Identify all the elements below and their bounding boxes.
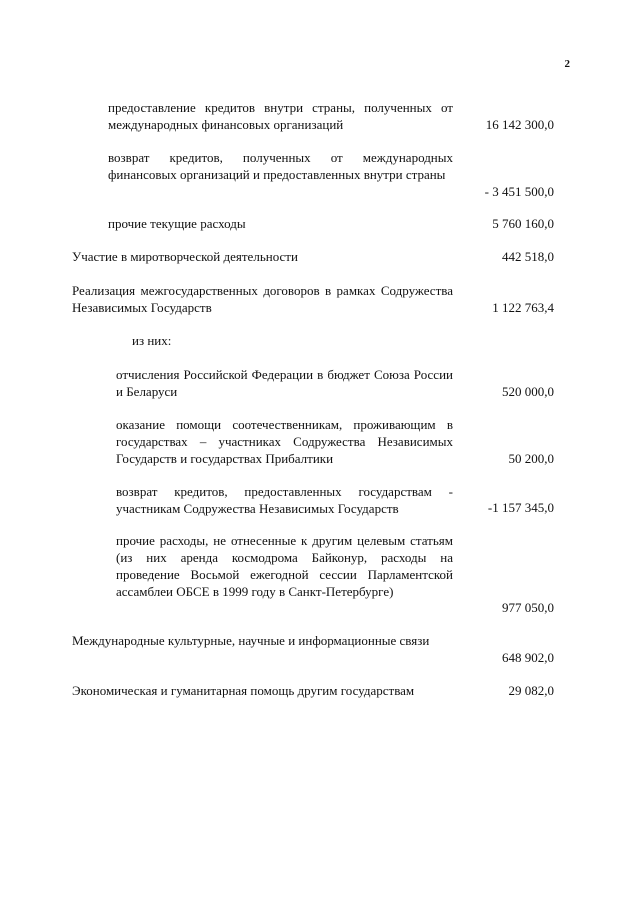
item-text: возврат кредитов, полученных от международных финансовых организаций и предоставленных внутри страны [108,150,453,182]
item-amount: 648 902,0 [502,650,554,665]
page-number: 2 [564,58,570,70]
item-amount: - 3 451 500,0 [484,184,554,199]
item-text: прочие текущие расходы [108,216,246,231]
item-text: отчисления Российской Федерации в бюджет Союза России и Беларуси [116,367,453,399]
item-text: Участие в миротворческой деятельности [72,249,298,264]
item-amount: 520 000,0 [502,384,554,399]
item-amount: 29 082,0 [508,683,554,698]
item-amount: 442 518,0 [502,249,554,264]
subheading-text: из них: [132,333,172,348]
item-amount: -1 157 345,0 [487,500,554,515]
item-text: прочие расходы, не отнесенные к другим целевым статьям (из них аренда космодрома Байконур, расходы на проведение Восьмой ежегодной сессии Парламентской ассамблеи ОБСЕ в 1999 году в Санкт-Петербурге) [116,533,453,599]
item-amount: 1 122 763,4 [492,300,554,315]
item-amount: 50 200,0 [508,451,554,466]
item-text: оказание помощи соотечественникам, проживающим в государствах – участниках Содружества Независимых Государств и государствах Прибалтики [116,417,453,466]
item-amount: 977 050,0 [502,600,554,615]
item-text: Международные культурные, научные и информационные связи [72,633,430,648]
item-text: возврат кредитов, предоставленных государствам - участникам Содружества Независимых Государств [116,484,453,516]
item-text: Реализация межгосударственных договоров в рамках Содружества Независимых Государств [72,283,453,315]
item-text: предоставление кредитов внутри страны, полученных от международных финансовых организаций [108,100,453,132]
item-text: Экономическая и гуманитарная помощь другим государствам [72,683,415,698]
item-amount: 5 760 160,0 [492,216,554,231]
item-amount: 16 142 300,0 [485,117,554,132]
